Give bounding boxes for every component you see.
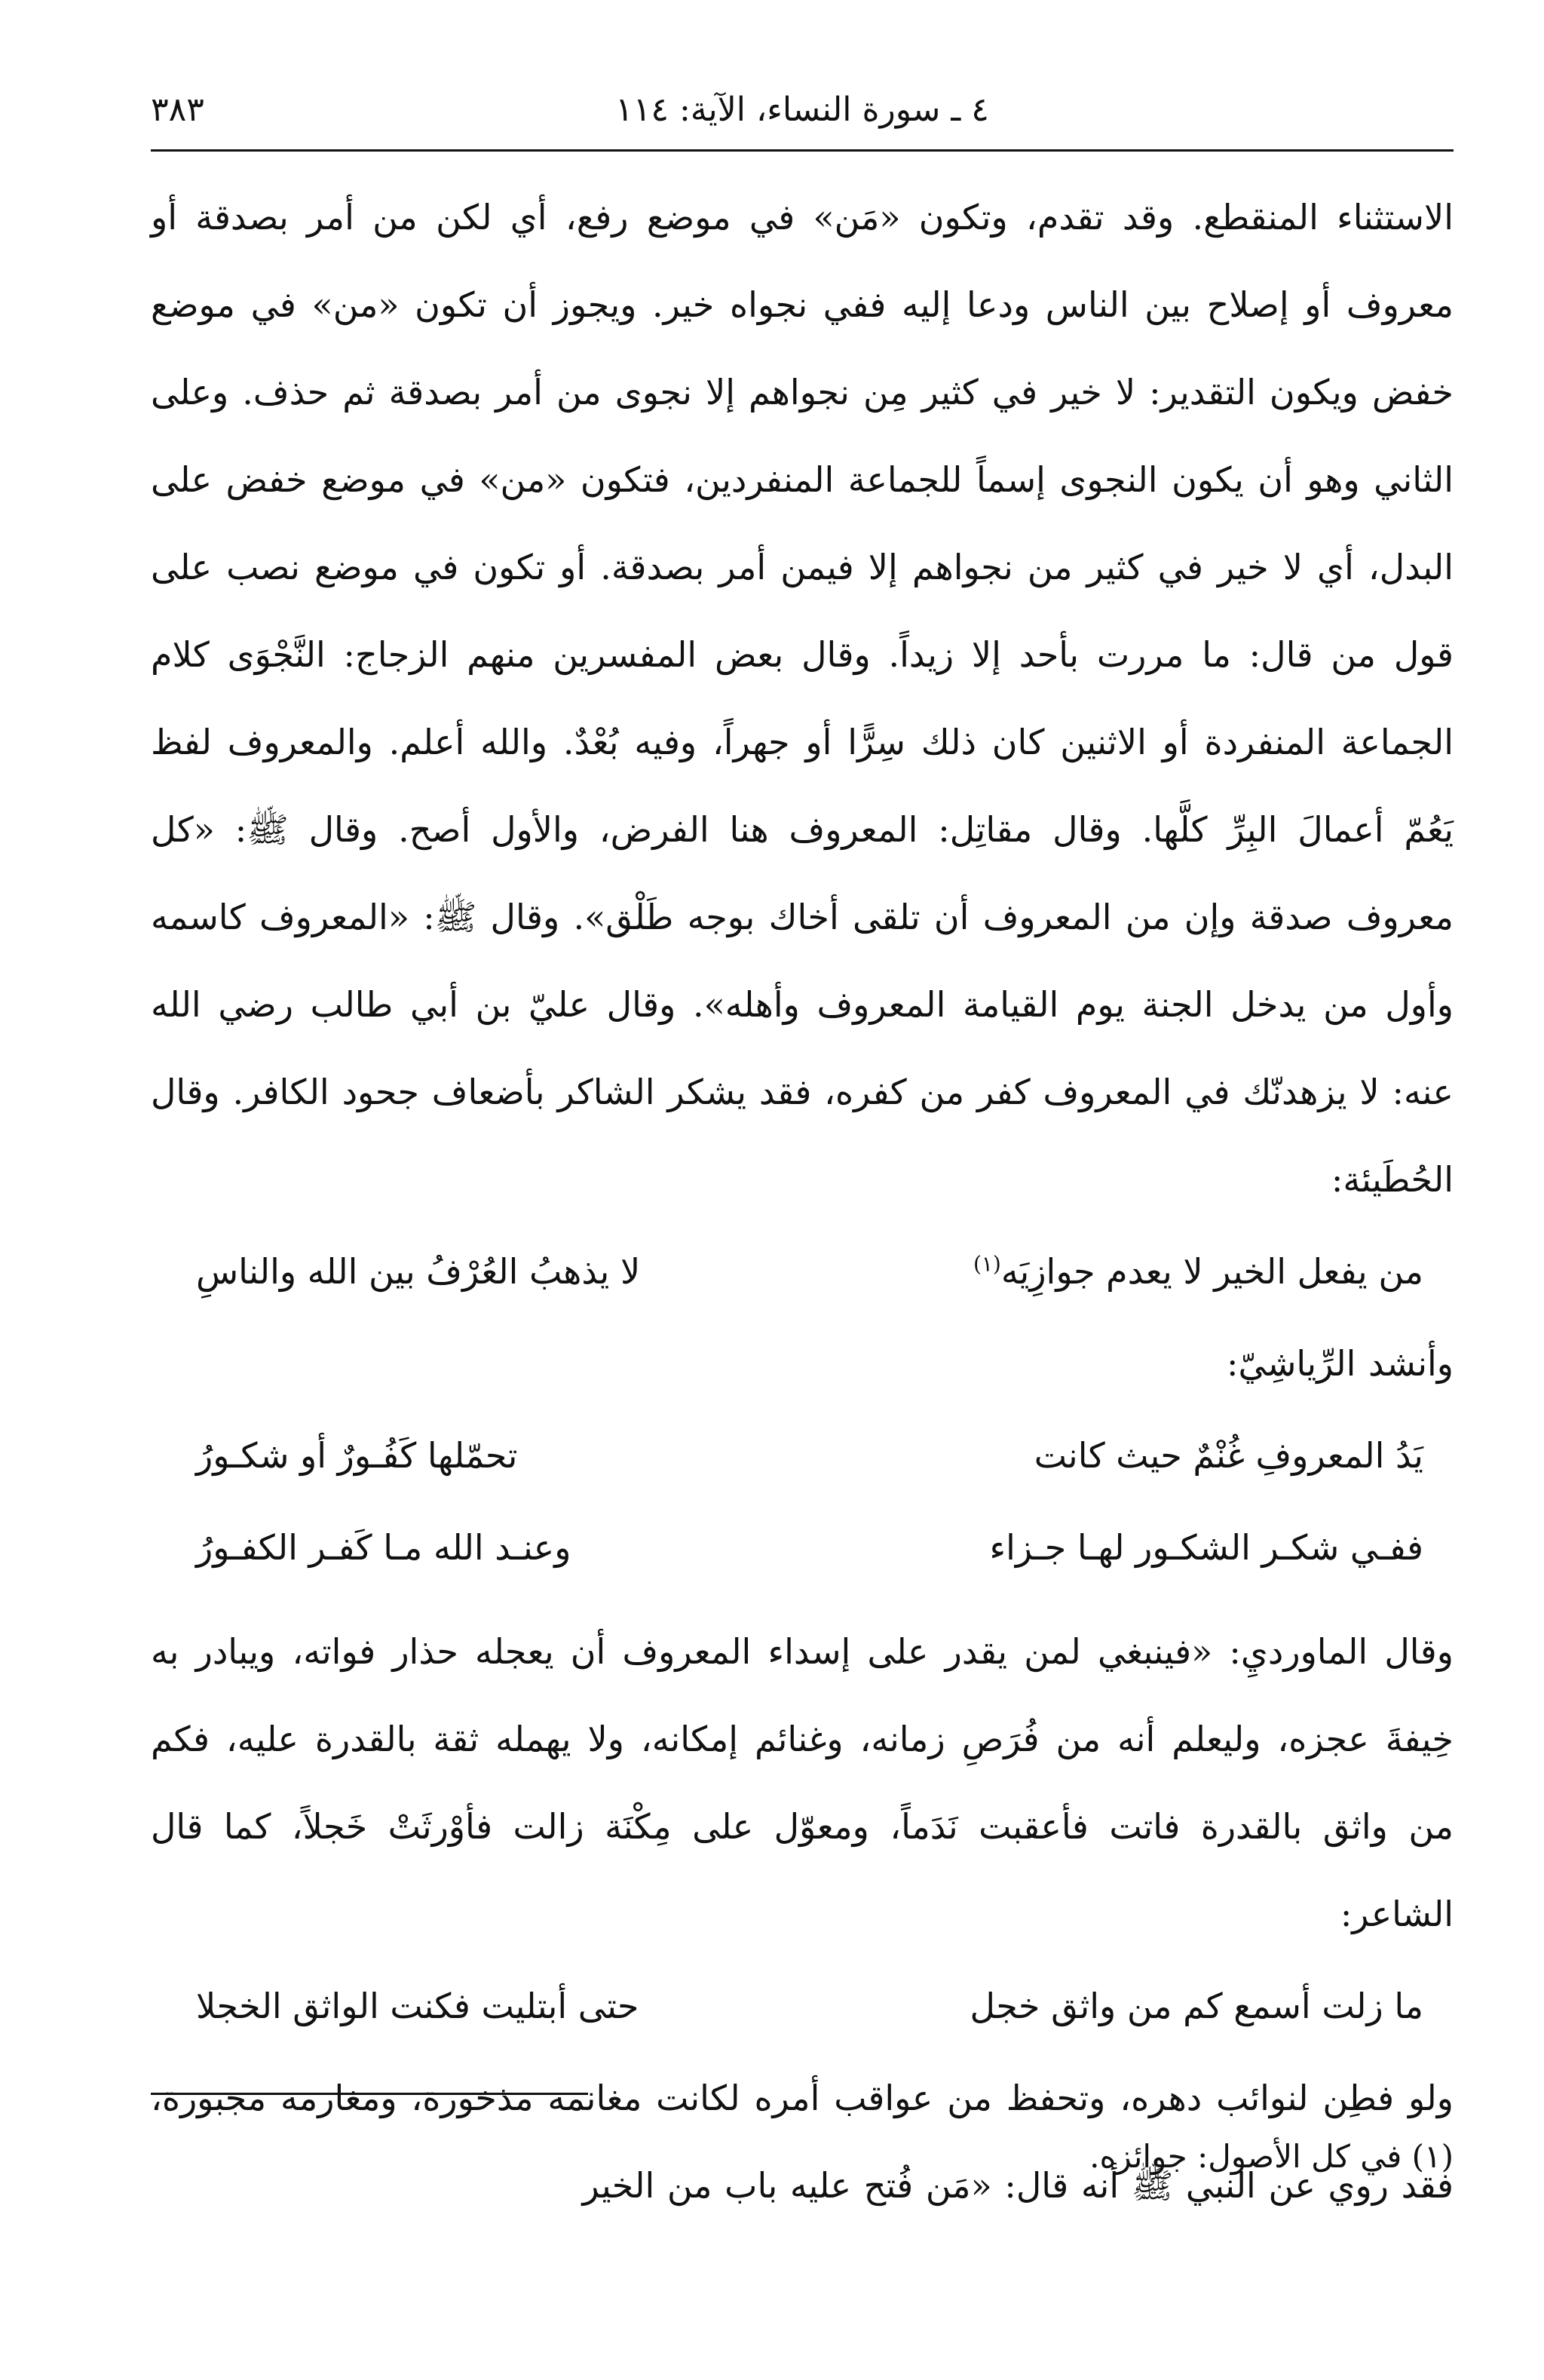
verse-line-2: [151, 1412, 1454, 1499]
verse-1-first-text: من يفعل الخير لا يعدم جوازِيَه: [1000, 1251, 1423, 1292]
verse-1-first-hemistich: [973, 1228, 1423, 1315]
verse-2-first-hemistich: يَدُ المعروفِ غُنْمٌ حيث كانت: [1034, 1435, 1423, 1476]
verse-4-first-hemistich: ما زلت أسمع كم من واثق خجل: [970, 1986, 1423, 2026]
page-number: ٣٨٣: [151, 90, 204, 129]
verse-3-first-hemistich: ففـي شكـر الشكـور لهـا جـزاء: [989, 1527, 1423, 1568]
header-rule: [151, 149, 1454, 152]
paragraph-1: الاستثناء المنقطع. وقد تقدم، وتكون «مَن» في موضع رفع، أي لكن من أمر بصدقة أو معروف أو إصلاح بين الناس ودعا إليه ففي نجواه خير. ويجوز أن تكون «من» في موضع خفض ويكون التقدير: لا خير في كثير مِن نجواهم إلا نجوى من أمر بصدقة ثم حذف. وعلى الثاني وهو أن يكون النجوى إسماً للجماعة المنفردين، فتكون «من» في موضع خفض على البدل، أي لا خير في كثير من نجواهم إلا فيمن أمر بصدقة. أو تكون في موضع نصب على قول من قال: ما مررت بأحد إلا زيداً. وقال بعض المفسرين منهم الزجاج: النَّجْوَى كلام الجماعة المنفردة أو الاثنين كان ذلك سِرًّا أو جهراً، وفيه بُعْدٌ. والله أعلم. والمعروف لفظ يَعُمّ أعمالَ البِرِّ كلَّها. وقال مقاتِل: المعروف هنا الفرض، والأول أصح. وقال ﷺ: «كل معروف صدقة وإن من المعروف أن تلقى أخاك بوجه طَلْق». وقال ﷺ: «المعروف كاسمه وأول من يدخل الجنة يوم القيامة المعروف وأهله». وقال عليّ بن أبي طالب رضي الله عنه: لا يزهدنّك في المعروف كفر من كفره، فقد يشكر الشاكر بأضعاف جحود الكافر. وقال الحُطَيئة:: [151, 197, 1454, 1200]
footnote-rule: [151, 2093, 588, 2095]
verse-1-second-hemistich: لا يذهبُ العُرْفُ بين الله والناسِ: [196, 1251, 641, 1292]
paragraph-4: ولو فطِن لنوائب دهره، وتحفظ من عواقب أمره لكانت مغانمه مذخورة، ومغارمه مجبورة، فقد روي عن النبي ﷺ أنه قال: «مَن فُتح عليه باب من الخير: [151, 2078, 1454, 2206]
verse-3-second-hemistich: وعنـد الله مـا كَفـر الكفـورُ: [196, 1527, 571, 1568]
page-header: [151, 90, 1454, 143]
paragraph-3: وقال الماورديِ: «فينبغي لمن يقدر على إسداء المعروف أن يعجله حذار فواته، ويبادر به خِيفةَ عجزه، وليعلم أنه من فُرَصِ زمانه، وغنائم إمكانه، ولا يهمله ثقة بالقدرة عليه، فكم من واثق بالقدرة فاتت فأعقبت نَدَماً، ومعوّل على مِكْنَة زالت فأوْرثَتْ خَجلاً، كما قال الشاعر:: [151, 1631, 1454, 1934]
running-title: ٤ ـ سورة النساء، الآية: ١١٤: [615, 90, 989, 129]
paragraph-2: وأنشد الرِّياشِيّ:: [1227, 1343, 1454, 1384]
footnote: (١) في كل الأصول: جوائزه.: [1089, 2138, 1454, 2175]
verse-line-4: [151, 1962, 1454, 2050]
verse-line-3: [151, 1504, 1454, 1591]
page-body: [151, 173, 1454, 2229]
verse-2-second-hemistich: تحمّلها كَفُـورٌ أو شكـورُ: [196, 1435, 518, 1476]
verse-4-second-hemistich: حتى أبتليت فكنت الواثق الخجلا: [196, 1986, 639, 2026]
verse-line-1: [151, 1228, 1454, 1315]
footnote-reference: (١): [973, 1251, 1001, 1277]
